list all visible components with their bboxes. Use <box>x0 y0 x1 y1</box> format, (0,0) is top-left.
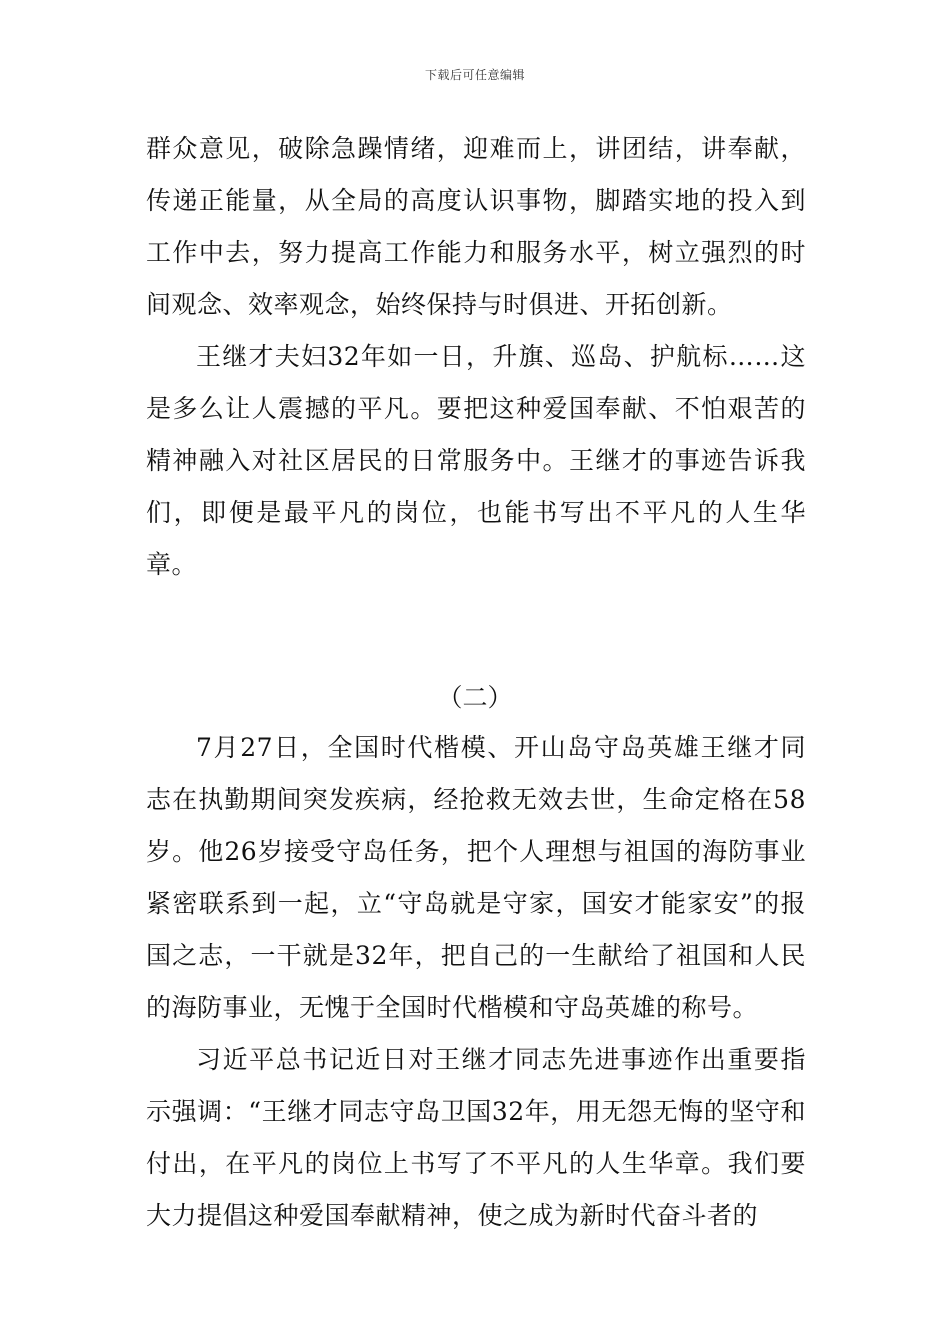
paragraph: 7月27日，全国时代楷模、开山岛守岛英雄王继才同志在执勤期间突发疾病，经抢救无效去世，生命定格在58岁。他26岁接受守岛任务，把个人理想与祖国的海防事业紧密联系到一起，立“守岛就是守家，国安才能家安”的报国之志，一干就是32年，把自己的一生献给了祖国和人民的海防事业，无愧于全国时代楷模和守岛英雄的称号。 <box>146 733 806 1022</box>
page-header-note: 下载后可任意编辑 <box>424 68 525 82</box>
section-two-body <box>146 722 806 1242</box>
paragraph-continued: 群众意见，破除急躁情绪，迎难而上，讲团结，讲奉献，传递正能量，从全局的高度认识事物，脚踏实地的投入到工作中去，努力提高工作能力和服务水平，树立强烈的时间观念、效率观念，始终保持与时俱进、开拓创新。 <box>146 134 806 319</box>
paragraph: 习近平总书记近日对王继才同志先进事迹作出重要指示强调：“王继才同志守岛卫国32年，用无怨无悔的坚守和付出，在平凡的岗位上书写了不平凡的人生华章。我们要大力提倡这种爱国奉献精神，使之成为新时代奋斗者的 <box>146 1045 806 1230</box>
section-one-body <box>146 123 806 591</box>
section-two-title: （二） <box>437 683 513 712</box>
paragraph: 王继才夫妇32年如一日，升旗、巡岛、护航标……这是多么让人震撼的平凡。要把这种爱国奉献、不怕艰苦的精神融入对社区居民的日常服务中。王继才的事迹告诉我们，即便是最平凡的岗位，也能书写出不平凡的人生华章。 <box>146 342 806 579</box>
